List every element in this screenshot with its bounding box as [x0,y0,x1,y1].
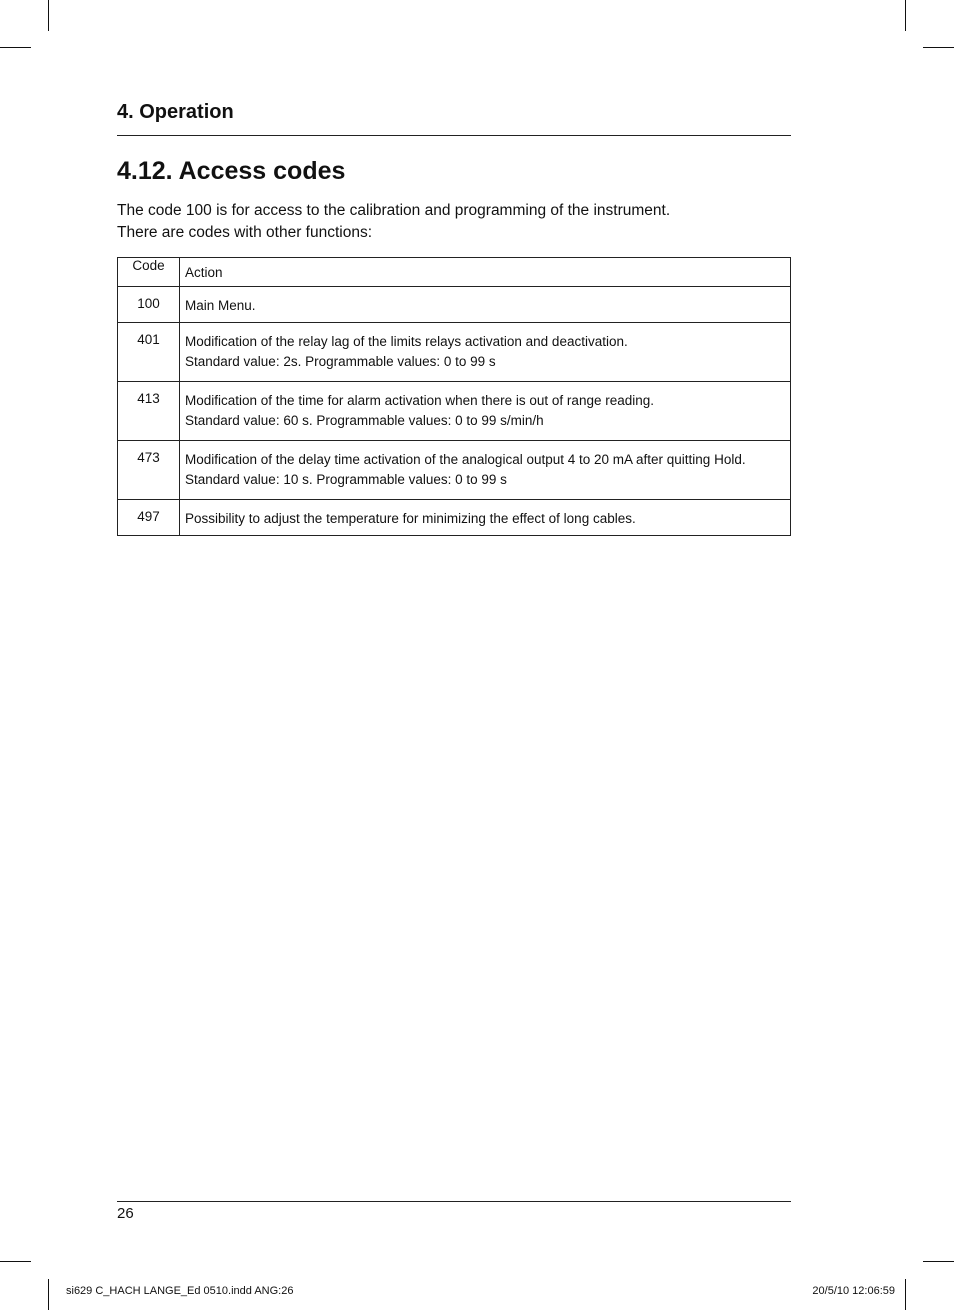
intro-line: There are codes with other functions: [117,224,373,241]
section-header: 4. Operation [117,101,234,123]
footer-rule [117,1201,791,1202]
table-header-row [118,258,791,287]
crop-mark [923,1261,954,1262]
action-line: Possibility to adjust the temperature for minimizing the effect of long cables. [185,511,636,526]
crop-mark [0,47,31,48]
crop-mark [905,0,906,31]
action-line: Modification of the relay lag of the limits relays activation and deactivation. [185,334,628,349]
action-line: Modification of the delay time activation of the analogical output 4 to 20 mA after quitting Hold. [185,452,746,467]
code-cell: 497 [118,500,180,536]
crop-mark [48,1279,49,1310]
code-cell: 100 [118,287,180,323]
header-code: Code [118,258,180,287]
header-rule [117,135,791,136]
action-cell [180,500,791,536]
action-cell [180,287,791,323]
code-cell: 401 [118,323,180,382]
action-line: Standard value: 2s. Programmable values: 0 to 99 s [185,354,496,369]
action-line: Standard value: 10 s. Programmable values: 0 to 99 s [185,472,507,487]
action-line: Standard value: 60 s. Programmable values: 0 to 99 s/min/h [185,413,544,428]
slug-date: 20/5/10 12:06:59 [812,1285,895,1297]
action-line: Modification of the time for alarm activation when there is out of range reading. [185,393,654,408]
crop-mark [923,47,954,48]
slug-file-info: si629 C_HACH LANGE_Ed 0510.indd ANG:26 [66,1285,294,1297]
crop-mark [905,1279,906,1310]
access-codes-table [117,257,791,536]
action-cell [180,323,791,382]
table-row [118,441,791,500]
header-action: Action [180,258,791,287]
table-row [118,500,791,536]
crop-mark [48,0,49,31]
action-line: Main Menu. [185,298,256,313]
action-cell [180,382,791,441]
crop-mark [0,1261,31,1262]
code-cell: 473 [118,441,180,500]
page-number: 26 [117,1205,134,1222]
table-row [118,287,791,323]
page-title: 4.12. Access codes [117,157,346,185]
code-cell: 413 [118,382,180,441]
intro-text [117,200,670,244]
action-cell [180,441,791,500]
table-row [118,382,791,441]
table-row [118,323,791,382]
intro-line: The code 100 is for access to the calibration and programming of the instrument. [117,202,671,219]
